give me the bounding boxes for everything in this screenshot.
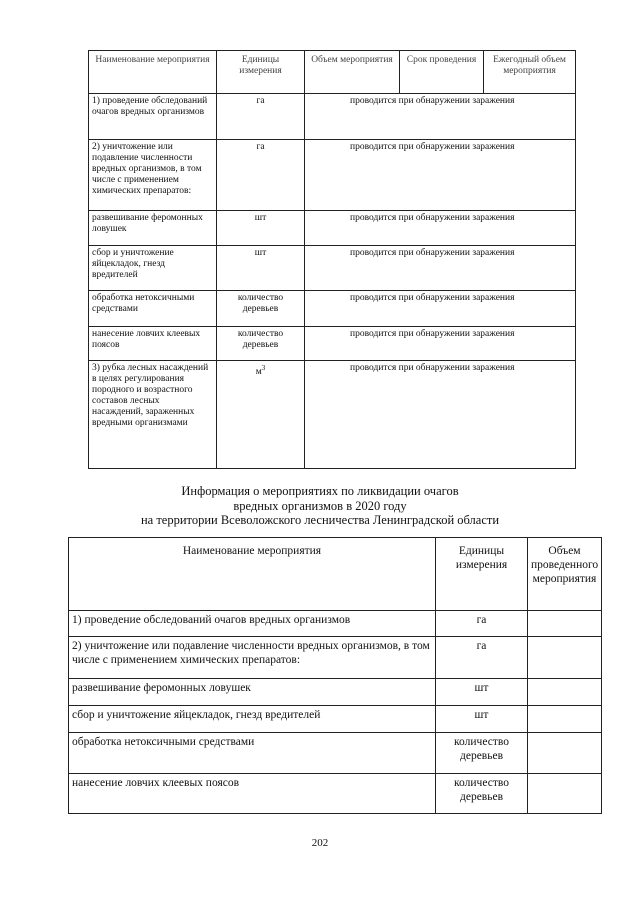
- header-cell: Срок проведения: [400, 51, 484, 94]
- table-row: [69, 774, 602, 814]
- measure-unit: количество деревьев: [217, 327, 305, 361]
- measure-volume: [528, 679, 602, 706]
- unit-text: м: [255, 367, 262, 378]
- section-title-line: Информация о мероприятиях по ликвидации очагов: [181, 484, 459, 498]
- measure-name: сбор и уничтожение яйцекладок, гнезд вредителей: [89, 246, 217, 291]
- measure-unit: га: [217, 94, 305, 140]
- measure-unit: га: [436, 611, 528, 637]
- header-cell: Объем мероприятия: [305, 51, 400, 94]
- table-row: [69, 611, 602, 637]
- measure-name: 1) проведение обследований очагов вредных организмов: [69, 611, 436, 637]
- measure-unit: количество деревьев: [436, 733, 528, 774]
- table-row: [89, 327, 576, 361]
- section-title-line: вредных организмов в 2020 году: [233, 498, 407, 513]
- table-row: [89, 246, 576, 291]
- table-row: [89, 94, 576, 140]
- measure-note: проводится при обнаружении заражения: [305, 246, 576, 291]
- measure-volume: [528, 611, 602, 637]
- measure-unit: га: [436, 637, 528, 679]
- table-row: [89, 291, 576, 327]
- measure-volume: [528, 637, 602, 679]
- measure-name: 1) проведение обследований очагов вредных организмов: [89, 94, 217, 140]
- measure-name: сбор и уничтожение яйцекладок, гнезд вредителей: [69, 706, 436, 733]
- header-cell: Объем проведенного мероприятия: [528, 538, 602, 611]
- table-row: [89, 361, 576, 469]
- measures-table-top: [88, 50, 576, 469]
- measure-note: проводится при обнаружении заражения: [305, 327, 576, 361]
- measure-name: обработка нетоксичными средствами: [69, 733, 436, 774]
- header-cell: Единицы измерения: [436, 538, 528, 611]
- table-row: [69, 706, 602, 733]
- measure-volume: [528, 706, 602, 733]
- table-header-row: [89, 51, 576, 94]
- table-row: [69, 637, 602, 679]
- measure-note: проводится при обнаружении заражения: [305, 291, 576, 327]
- measure-name: обработка нетоксичными средствами: [89, 291, 217, 327]
- measure-unit: га: [217, 140, 305, 211]
- table-row: [69, 733, 602, 774]
- measure-note: проводится при обнаружении заражения: [305, 361, 576, 469]
- header-cell: Ежегодный объем мероприятия: [484, 51, 576, 94]
- header-cell: Наименование мероприятия: [69, 538, 436, 611]
- measure-unit: [217, 361, 305, 469]
- measure-name: 3) рубка лесных насаждений в целях регулирования породного и возрастного составов лесных насаждений, зараженных вредными организмами: [89, 361, 217, 469]
- table-row: [89, 140, 576, 211]
- table-header-row: [69, 538, 602, 611]
- measure-name: 2) уничтожение или подавление численности вредных организмов, в том числе с применением химических препаратов:: [69, 637, 436, 679]
- measure-note: проводится при обнаружении заражения: [305, 94, 576, 140]
- measure-note: проводится при обнаружении заражения: [305, 140, 576, 211]
- measure-name: 2) уничтожение или подавление численности вредных организмов, в том числе с применением химических препаратов:: [89, 140, 217, 211]
- unit-superscript: 3: [261, 364, 266, 372]
- section-title: [0, 484, 640, 528]
- measure-unit: шт: [436, 706, 528, 733]
- table-row: [69, 679, 602, 706]
- measure-name: развешивание феромонных ловушек: [69, 679, 436, 706]
- measure-unit: количество деревьев: [217, 291, 305, 327]
- measure-volume: [528, 774, 602, 814]
- measure-name: нанесение ловчих клеевых поясов: [89, 327, 217, 361]
- measures-table-2020: [68, 537, 602, 814]
- measure-unit: шт: [217, 246, 305, 291]
- header-cell: Наименование мероприятия: [89, 51, 217, 94]
- measure-unit: шт: [217, 211, 305, 246]
- measure-name: развешивание феромонных ловушек: [89, 211, 217, 246]
- table-row: [89, 211, 576, 246]
- measure-volume: [528, 733, 602, 774]
- header-cell: Единицы измерения: [217, 51, 305, 94]
- measure-unit: количество деревьев: [436, 774, 528, 814]
- measure-unit: шт: [436, 679, 528, 706]
- measure-name: нанесение ловчих клеевых поясов: [69, 774, 436, 814]
- measure-note: проводится при обнаружении заражения: [305, 211, 576, 246]
- section-title-line: на территории Всеволожского лесничества Ленинградской области: [140, 513, 500, 527]
- page-number: 202: [311, 837, 329, 849]
